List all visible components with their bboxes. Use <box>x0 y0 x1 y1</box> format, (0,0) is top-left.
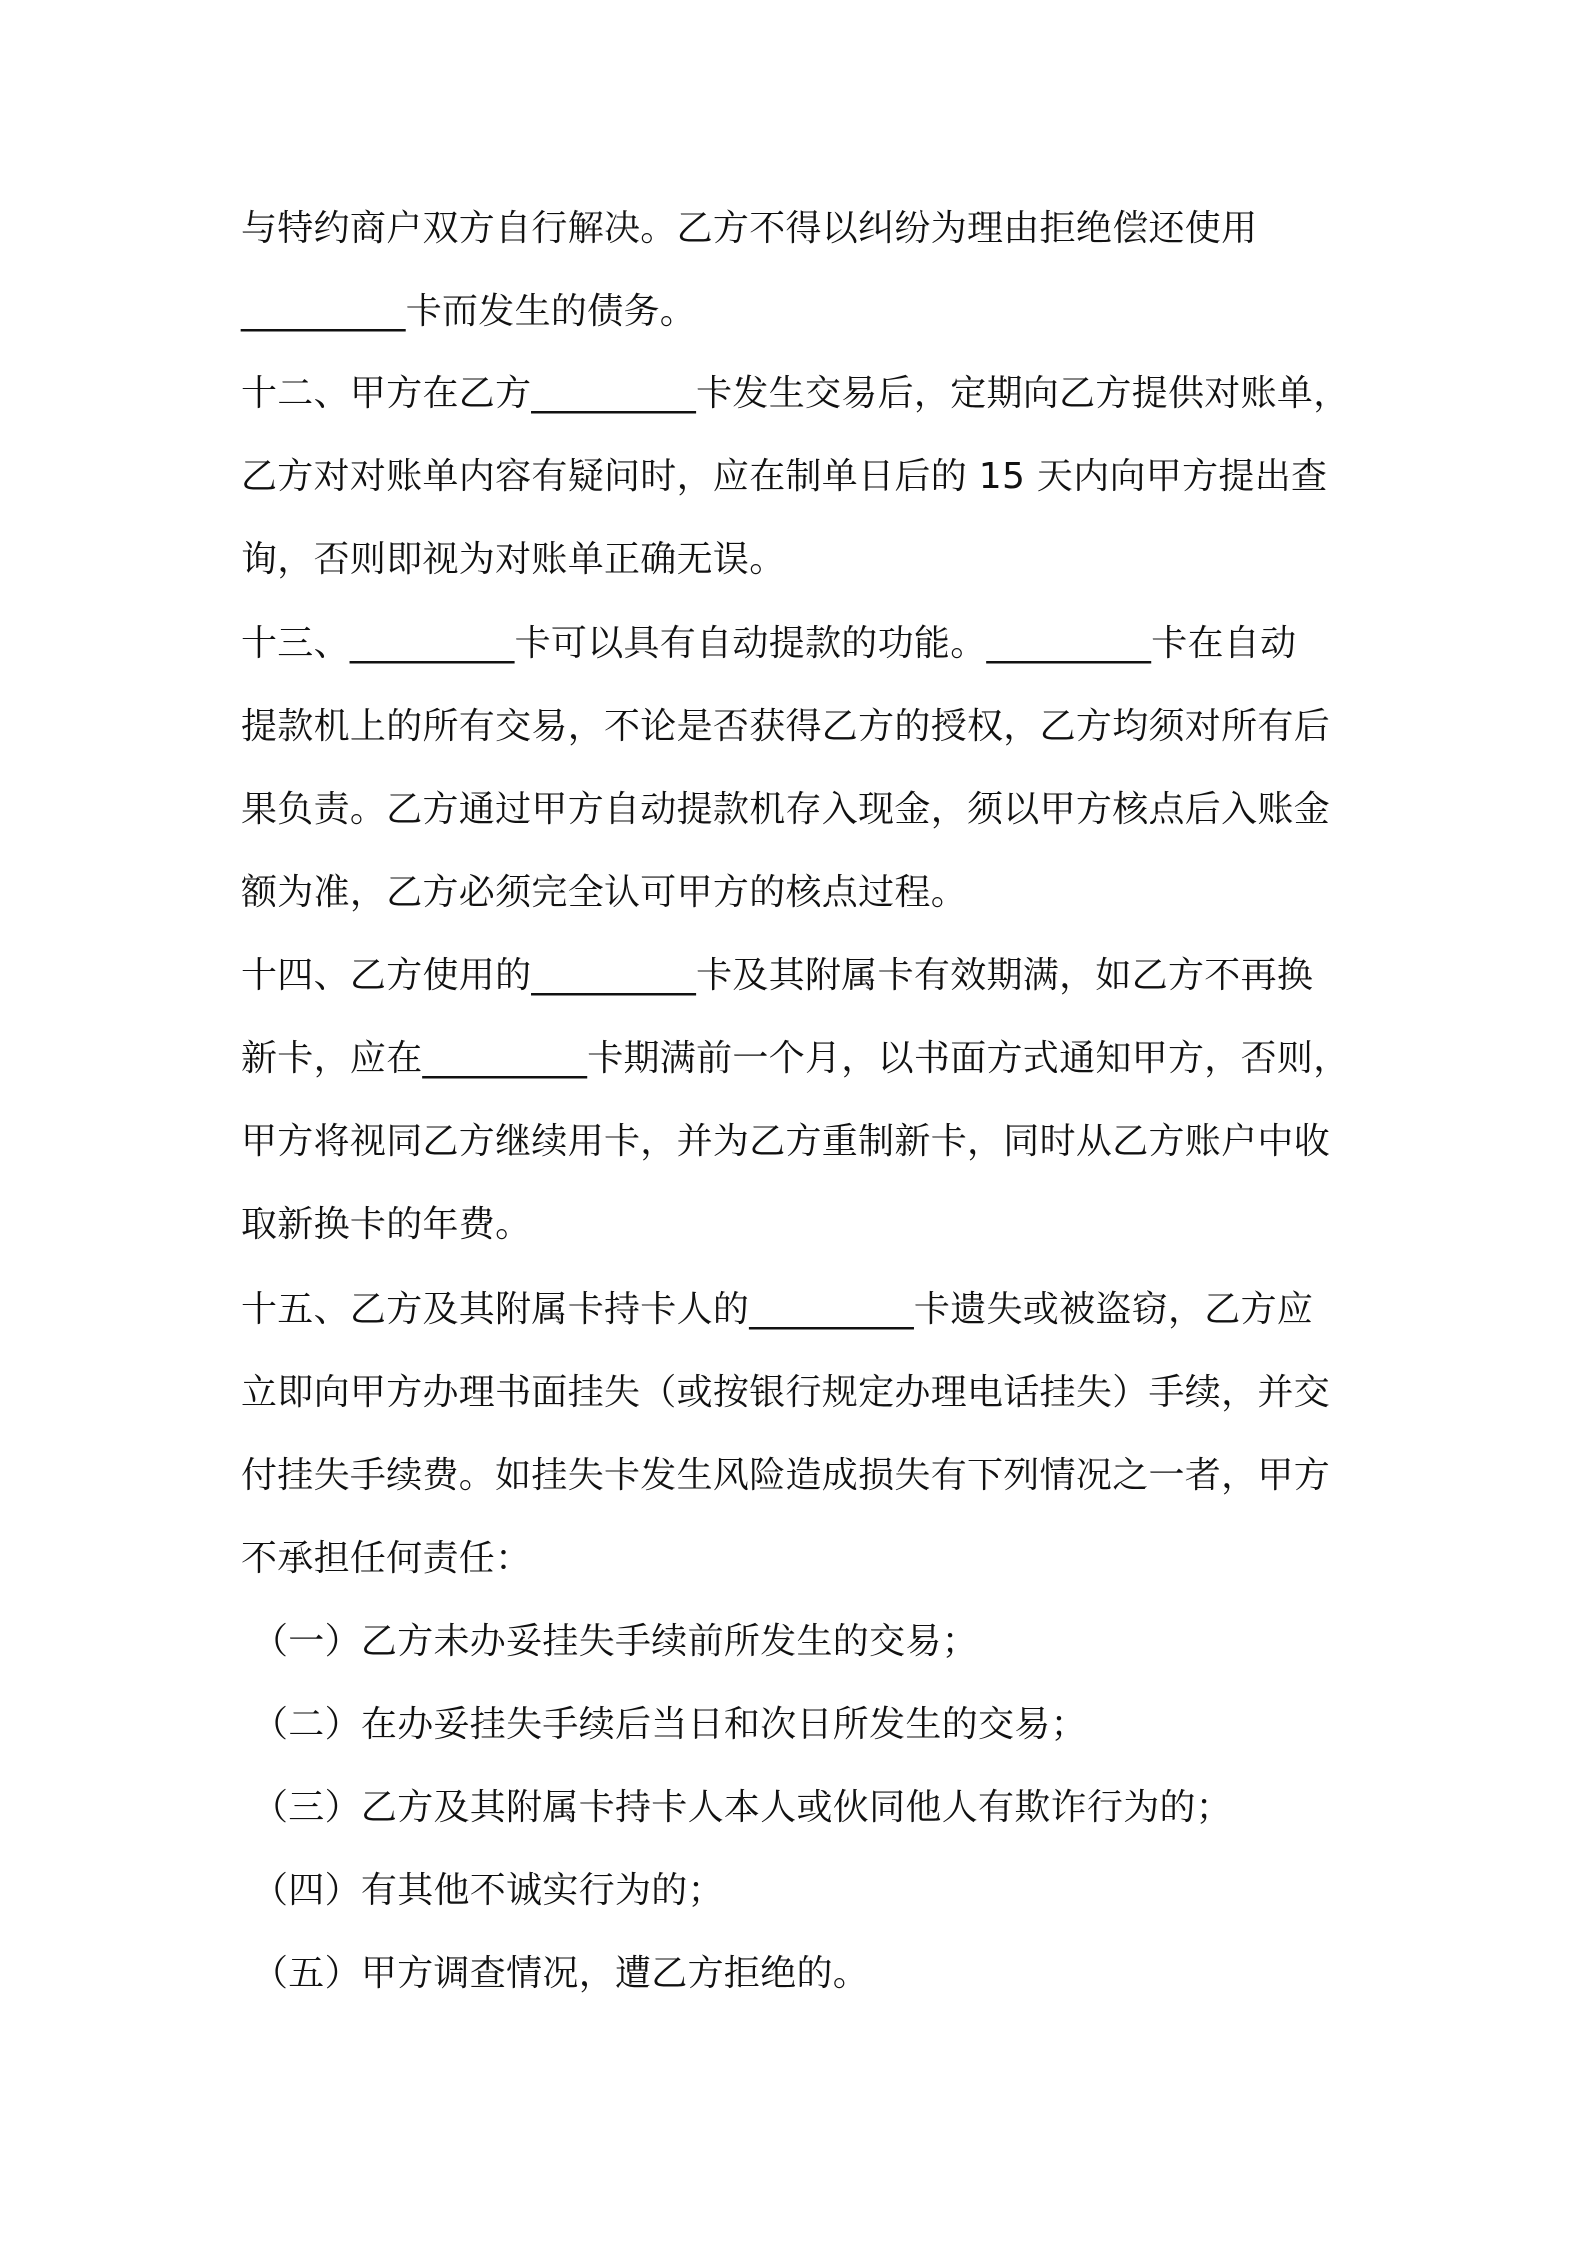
clause-13-line-3: 果负责。乙方通过甲方自动提款机存入现金，须以甲方核点后入账金 <box>241 789 1331 830</box>
list-item-4: （四）有其他不诚实行为的； <box>252 1870 724 1911</box>
clause-15-line-3: 付挂失手续费。如挂失卡发生风险造成损失有下列情况之一者，甲方 <box>241 1455 1331 1496</box>
clause-15-line-1: 十五、乙方及其附属卡持卡人的_________卡遗失或被盗窃，乙方应 <box>241 1289 1314 1330</box>
list-item-1: （一）乙方未办妥挂失手续前所发生的交易； <box>252 1621 979 1662</box>
list-item-5: （五）甲方调查情况，遭乙方拒绝的。 <box>252 1953 870 1994</box>
text-line-2: _________卡而发生的债务。 <box>241 291 697 332</box>
clause-12-line-3: 询，否则即视为对账单正确无误。 <box>241 539 786 580</box>
clause-14-line-1: 十四、乙方使用的_________卡及其附属卡有效期满，如乙方不再换 <box>241 955 1314 996</box>
clause-13-line-2: 提款机上的所有交易，不论是否获得乙方的授权，乙方均须对所有后 <box>241 706 1331 747</box>
clause-14-line-2: 新卡，应在_________卡期满前一个月，以书面方式通知甲方，否则， <box>241 1038 1350 1079</box>
clause-14-line-4: 取新换卡的年费。 <box>241 1204 532 1245</box>
clause-13-line-1: 十三、_________卡可以具有自动提款的功能。_________卡在自动 <box>241 623 1297 664</box>
text-line-1: 与特约商户双方自行解决。乙方不得以纠纷为理由拒绝偿还使用 <box>241 208 1258 249</box>
list-item-2: （二）在办妥挂失手续后当日和次日所发生的交易； <box>252 1704 1087 1745</box>
clause-13-line-4: 额为准，乙方必须完全认可甲方的核点过程。 <box>241 872 968 913</box>
clause-15-line-2: 立即向甲方办理书面挂失（或按银行规定办理电话挂失）手续，并交 <box>241 1372 1331 1413</box>
clause-15-line-4: 不承担任何责任： <box>241 1538 532 1579</box>
clause-14-line-3: 甲方将视同乙方继续用卡，并为乙方重制新卡，同时从乙方账户中收 <box>241 1121 1331 1162</box>
list-item-3: （三）乙方及其附属卡持卡人本人或伙同他人有欺诈行为的； <box>252 1787 1233 1828</box>
clause-12-line-1: 十二、甲方在乙方_________卡发生交易后，定期向乙方提供对账单， <box>241 373 1350 414</box>
clause-12-line-2: 乙方对对账单内容有疑问时，应在制单日后的 15 天内向甲方提出查 <box>241 456 1328 497</box>
